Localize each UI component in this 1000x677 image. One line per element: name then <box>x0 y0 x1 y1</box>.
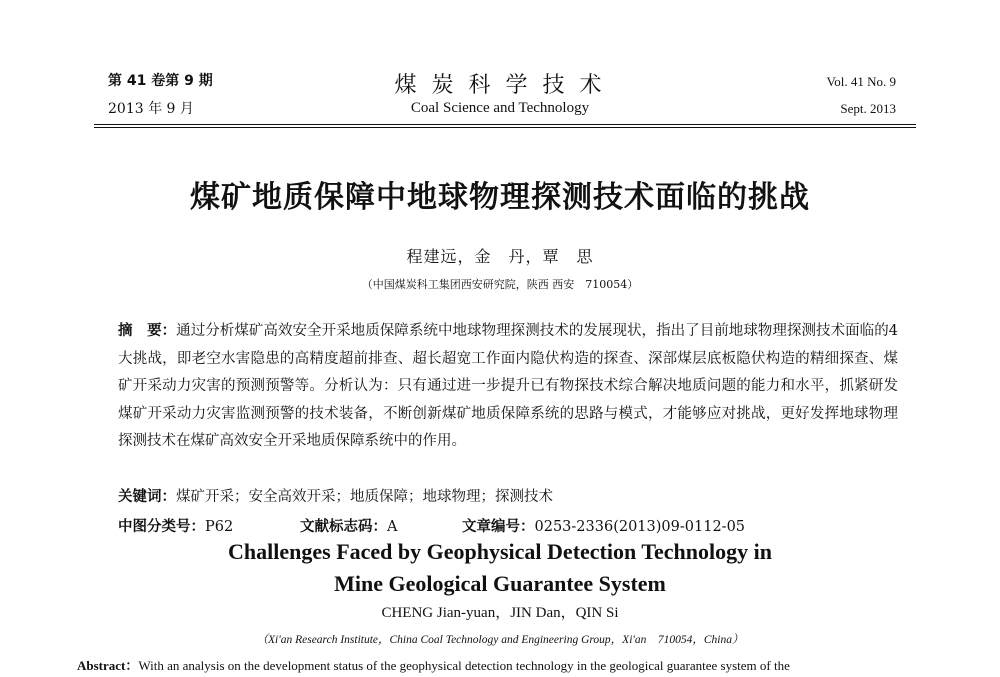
article-title-cn: 煤矿地质保障中地球物理探测技术面临的挑战 <box>190 180 810 215</box>
doc-code-value: A <box>387 519 398 535</box>
authors-en: CHENG Jian-yuan，JIN Dan，QIN Si <box>381 605 619 621</box>
doc-code-label: 文献标志码： <box>300 519 387 535</box>
journal-name-en: Coal Science and Technology <box>410 100 590 116</box>
affiliation-cn: （中国煤炭科工集团西安研究院，陕西 西安 710054） <box>361 278 639 291</box>
keywords-label-cn: 关键词： <box>118 489 176 505</box>
volume-issue-cn: 第 41 卷第 9 期 <box>108 73 213 89</box>
volume-issue-en: Vol. 41 No. 9 <box>826 74 896 89</box>
header-rule-bottom <box>94 127 916 128</box>
keywords-cn <box>118 485 553 506</box>
date-cn: 2013 年 9 月 <box>108 101 194 117</box>
article-number-value: 0253-2336(2013)09-0112-05 <box>534 519 746 535</box>
clc-label: 中图分类号： <box>118 519 205 535</box>
journal-name-cn: 煤 炭 科 学 技 术 <box>394 73 606 98</box>
doc-code <box>300 515 397 536</box>
affiliation-en: （Xi'an Research Institute，China Coal Technology and Engineering Group，Xi'an 710054，China） <box>256 634 744 646</box>
article-number-label: 文章编号： <box>462 519 535 535</box>
date-en: Sept. 2013 <box>840 101 896 116</box>
article-title-en-line2: Mine Geological Guarantee System <box>334 571 666 596</box>
abstract-en <box>77 655 790 674</box>
abstract-label-en: Abstract： <box>77 658 139 673</box>
header-rule-top <box>94 124 916 125</box>
abstract-body-en: With an analysis on the development status of the geophysical detection technology in the geological guarantee system of the <box>138 658 790 673</box>
abstract-cn <box>118 318 898 456</box>
authors-cn: 程建远，金 丹，覃 思 <box>406 247 594 266</box>
clc-value: P62 <box>205 519 234 535</box>
article-title-en-line1: Challenges Faced by Geophysical Detection Technology in <box>228 539 772 564</box>
article-number <box>462 515 745 536</box>
abstract-label-cn: 摘 要： <box>118 323 177 339</box>
keywords-body-cn: 煤矿开采；安全高效开采；地质保障；地球物理；探测技术 <box>176 489 553 505</box>
abstract-body-cn: 通过分析煤矿高效安全开采地质保障系统中地球物理探测技术的发展现状，指出了目前地球物理探测技术面临的4大挑战，即老空水害隐患的高精度超前排查、超长超宽工作面内隐伏构造的探查、深部煤层底板隐伏构造的精细探查、煤矿开采动力灾害的预测预警等。分析认为：只有通过进一步提升已有物探技术综合解决地质问题的能力和水平，抓紧研发煤矿开采动力灾害监测预警的技术装备，不断创新煤矿地质保障系统的思路与模式，才能够应对挑战，更好发挥地球物理探测技术在煤矿高效安全开采地质保障系统中的作用。 <box>118 323 898 449</box>
clc-number <box>118 515 233 536</box>
